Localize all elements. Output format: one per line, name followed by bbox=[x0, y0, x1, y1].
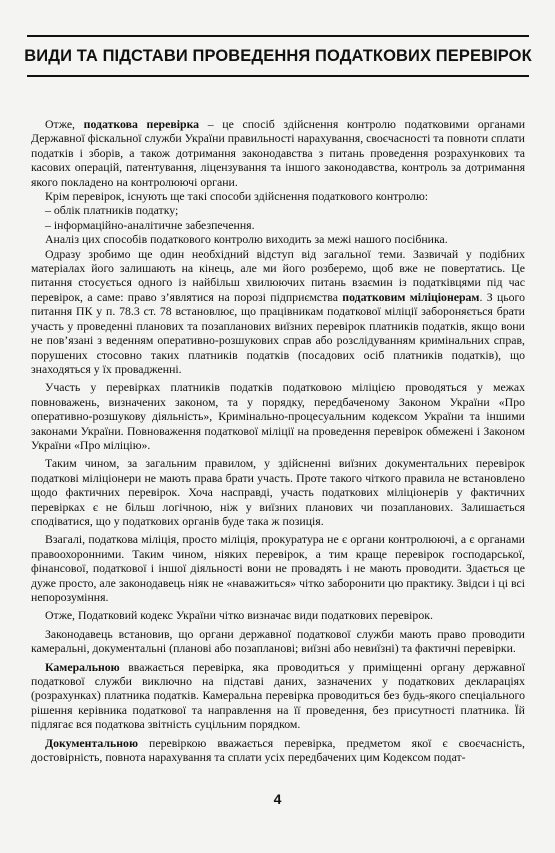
paragraph: Одразу зробимо ще один необхідний відступ від загальної теми. Зазвичай у подібних матеріалах його залишають на кінець, але ми його розберемо, щоб вже не повертатись. Це питання стосується одного із найбільш хвилюючих питань взаємин із податківцями під час перевірок, а саме: право з’являтися на порозі підприємства податковим міліціонерам. З цього питання ПК у п. 78.3 ст. 78 встановлює, що працівникам податкової міліції забороняється брати участь у проведенні планових та позапланових виїзних перевірок платників податків, якщо вони не пов’язані з веденням оперативно-розшукових справ або розслідуванням кримінальних справ, порушених стосовно таких платників податків (посадових осіб платників податків), що знаходяться у їх провадженні. bbox=[31, 246, 525, 376]
paragraph: Таким чином, за загальним правилом, у здійсненні виїзних документальних перевірок податкові міліціонери не мають права брати участь. Проте такого чіткого правила не встановлено щодо фактичних перевірок. Хоча насправді, участь податкових міліціонерів у фактичних перевірках є не більш логічною, ніж у виїзних планових чи позапланових. Залишається сподіватися, що у податкових органів буде така ж позиція. bbox=[31, 456, 525, 528]
body-text bbox=[31, 117, 525, 764]
page-number: 4 bbox=[273, 791, 282, 807]
paragraph: Взагалі, податкова міліція, просто міліція, прокуратура не є органи контролюючі, а є органами правоохоронними. Таким чином, ніяких перевірок, а тим краще перевірок господарської, фінансової, податкової і іншої діяльності вони не провадять і не мають проводити. Здається це дуже просто, але законодавець ніяк не «наважиться» чітко заборонити цю практику. Звідси і ці всі непорозуміння. bbox=[31, 532, 525, 604]
term-bold: податкова перевірка bbox=[83, 117, 200, 131]
chapter-title: ВИДИ ТА ПІДСТАВИ ПРОВЕДЕННЯ ПОДАТКОВИХ ПЕРЕВІРОК bbox=[24, 46, 532, 65]
list-item: – інформаційно-аналітичне забезпечення. bbox=[45, 217, 255, 232]
paragraph: Отже, податкова перевірка – це спосіб здійснення контролю податковими органами Державної фіскальної служби України правильності нарахування, своєчасності та повноти сплати податків і зборів, а також дотримання законодавства з питань проведення розрахункових та касових операцій, патентування, ліцензування та іншого законодавства, контроль за дотримання якого покладено на контролюючі органи. bbox=[31, 117, 526, 189]
paragraph: Отже, Податковий кодекс України чітко визначає види податкових перевірок. bbox=[45, 608, 433, 623]
paragraph: Камеральною вважається перевірка, яка проводиться у приміщенні органу державної податкової служби виключно на підставі даних, зазначених у податкових деклараціях (розрахунках) платника податків. Камеральна перевірка проводиться без будь-якого спеціального рішення керівника податкової та направлення на її проведення, без присутності платника. Їй підлягає вся податкова звітність суцільним порядком. bbox=[31, 659, 525, 732]
paragraph: Аналіз цих способів податкового контролю виходить за межі нашого посібника. bbox=[45, 232, 448, 247]
running-header bbox=[24, 35, 532, 77]
paragraph: Крім перевірок, існують ще такі способи здійснення податкового контролю: bbox=[45, 189, 429, 204]
term-bold: податковим міліціонерам bbox=[342, 289, 480, 304]
list-item: – облік платників податку; bbox=[45, 203, 179, 218]
term-bold: Документальною bbox=[45, 735, 138, 750]
paragraph: Документальною перевіркою вважається перевірка, предметом якої є своєчасність, достовірність, повнота нарахування та сплати усіх передбачених цим Кодексом подат- bbox=[31, 735, 525, 765]
paragraph: Законодавець встановив, що органи державної податкової служби мають право проводити камеральні, документальні (планові або позапланові; виїзні або невиїзні) та фактичні перевірки. bbox=[31, 626, 525, 656]
term-bold: Камеральною bbox=[45, 659, 120, 674]
paragraph: Участь у перевірках платників податків податковою міліцією проводяться у межах повноважень, визначених законом, та у порядку, передбаченому Законом України «Про оперативно-розшукову діяльність», Кримінально-процесуальним кодексом України та іншими законами України. Повноваження податкової міліції на проведення перевірок обмежені і Законом України «Про міліцію». bbox=[31, 380, 525, 452]
